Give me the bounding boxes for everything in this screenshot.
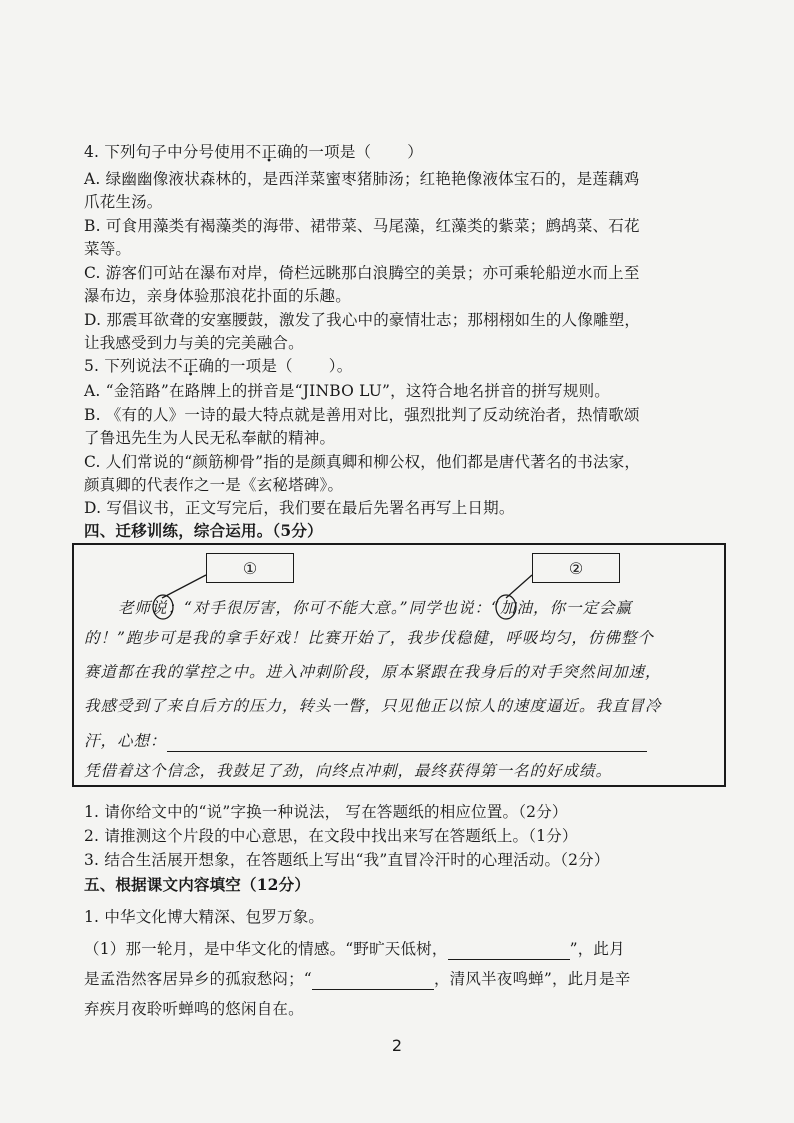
fill-blank-2[interactable] (312, 989, 434, 990)
q4-stem: 4. 下列句子中分号使用不正确的一项是（ ） (84, 143, 423, 161)
q5-option-d: D. 写倡议书，正文写完后，我们要在最后先署名再写上日期。 (84, 499, 515, 517)
q4-option-a-cont: 爪花生汤。 (84, 193, 163, 211)
task-2: 2. 请推测这个片段的中心意思，在文段中找出来写在答题纸上。（1分） (84, 827, 578, 845)
answer-tag-1: ① (206, 553, 294, 583)
passage-line-4: 我感受到了来自后方的压力，转头一瞥，只见他正以惊人的速度逼近。我直冒冷 (84, 697, 662, 715)
q5-option-b: B. 《有的人》一诗的最大特点就是善用对比，强烈批判了反动统治者，热情歌颂 (84, 406, 640, 424)
section-4-title: 四、迁移训练，综合运用。（5分） (84, 521, 323, 540)
task-3: 3. 结合生活展开想象，在答题纸上写出“我”直冒冷汗时的心理活动。（2分） (84, 851, 610, 869)
q4-option-d-cont: 让我感受到力与美的完美融合。 (84, 334, 304, 352)
fill-line-3: 弃疾月夜聆听蝉鸣的悠闲自在。 (84, 1000, 304, 1018)
passage-line-6: 凭借着这个信念，我鼓足了劲，向终点冲刺，最终获得第一名的好成绩。 (84, 762, 613, 780)
fill-line-1: （1）那一轮月，是中华文化的情感。“野旷天低树， ”，此月 (84, 940, 625, 958)
q4-option-b: B. 可食用藻类有褐藻类的海带、裙带菜、马尾藻，红藻类的紫菜；鹧鸪菜、石花 (84, 217, 640, 235)
q5-option-c-cont: 颜真卿的代表作之一是《玄秘塔碑》。 (84, 476, 344, 494)
page-number: 2 (391, 1036, 403, 1055)
q4-option-d: D. 那震耳欲聋的安塞腰鼓，激发了我心中的豪情壮志；那栩栩如生的人像雕塑， (84, 311, 641, 329)
q5-emphasis: 不正确 (167, 357, 215, 375)
q4-option-b-cont: 菜等。 (84, 240, 132, 258)
q4-emphasis: 不正确 (245, 143, 293, 161)
passage-line-3: 赛道都在我的掌控之中。进入冲刺阶段，原本紧跟在我身后的对手突然间加速， (84, 663, 662, 681)
q5-option-b-cont: 了鲁迅先生为人民无私奉献的精神。 (84, 429, 336, 447)
passage-line-5: 汗，心想： (84, 730, 647, 752)
q4-option-c: C. 游客们可站在瀑布对岸，倚栏远眺那白浪腾空的美景；亦可乘轮船逆水而上至 (84, 264, 640, 282)
q5-option-a: A. “金箔路”在路牌上的拼音是“JINBO LU”，这符合地名拼音的拼写规则。 (84, 382, 610, 400)
q5-stem: 5. 下列说法不正确的一项是（ ）。 (84, 357, 353, 375)
q5-option-c: C. 人们常说的“颜筋柳骨”指的是颜真卿和柳公权，他们都是唐代著名的书法家， (84, 453, 641, 471)
answer-tag-2: ② (532, 553, 620, 583)
section-5-title: 五、根据课文内容填空（12分） (84, 875, 311, 894)
task-1: 1. 请你给文中的“说”字换一种说法， 写在答题纸的相应位置。（2分） (84, 803, 568, 821)
q4-option-c-cont: 瀑布边，亲身体验那浪花扑面的乐趣。 (84, 287, 351, 305)
fill-intro: 1. 中华文化博大精深、包罗万象。 (84, 908, 325, 926)
fill-blank-1[interactable] (448, 959, 570, 960)
passage-line-1: 老师说：“对手很厉害，你可不能大意。”同学也说：“加油，你一定会赢 (118, 599, 633, 617)
fill-line-2: 是孟浩然客居异乡的孤寂愁闷；“ ，清风半夜鸣蝉”，此月是辛 (84, 970, 631, 988)
passage-line-2: 的！”跑步可是我的拿手好戏！比赛开始了，我步伐稳健，呼吸均匀，仿佛整个 (84, 629, 654, 647)
q4-option-a: A. 绿幽幽像液状森林的，是西洋菜蜜枣猪肺汤；红艳艳像液体宝石的，是莲藕鸡 (84, 170, 640, 188)
thought-blank[interactable] (167, 751, 647, 752)
